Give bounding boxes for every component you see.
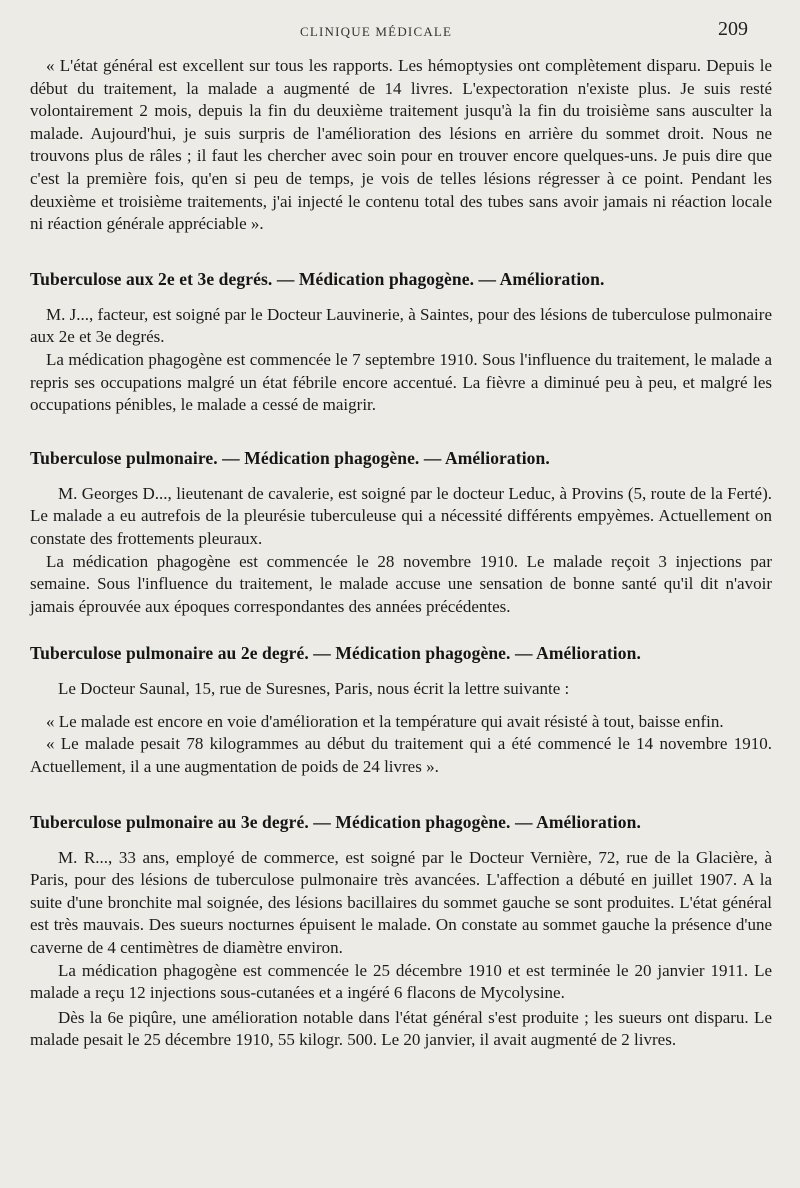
page-body	[30, 55, 772, 1052]
case-section-2	[30, 447, 772, 619]
intro-quote: « L'état général est excellent sur tous les rapports. Les hémoptysies ont complètement disparu. Depuis le début du traitement, la malade a augmenté de 14 livres. L'expectoration n'existe plus. Je suis resté volontairement 2 mois, depuis la fin du deuxième traitement jusqu'à la fin du troisième sans ausculter la malade. Aujourd'hui, je suis surpris de l'amélioration des lésions en arrière du sommet droit. Nous ne trouvons plus de râles ; il faut les chercher avec soin pour en trouver encore quelques-uns. Je puis dire que c'est la première fois, qu'en si peu de temps, je vois de telles lésions régresser à ce point. Pendant les deuxième et troisième traitements, j'ai injecté le contenu total des tubes sans avoir jamais ni réaction locale ni réaction générale appréciable ».	[30, 56, 772, 234]
running-title: CLINIQUE MÉDICALE	[300, 24, 453, 39]
page-number: 209	[718, 18, 748, 40]
section-paragraph: M. J..., facteur, est soigné par le Docteur Lauvinerie, à Saintes, pour des lésions de tuberculose pulmonaire aux 2e et 3e degrés.	[30, 304, 772, 347]
section-paragraph: La médication phagogène est commencée le 7 septembre 1910. Sous l'influence du traitement, le malade a repris ses occupations malgré un état fébrile encore accentué. La fièvre a diminué peu à peu, et malgré les occupations pénibles, le malade a cessé de maigrir.	[30, 349, 772, 415]
section-paragraph: Dès la 6e piqûre, une amélioration notable dans l'état général s'est produite ; les sueurs ont disparu. Le malade pesait le 25 décembre 1910, 55 kilogr. 500. Le 20 janvier, il avait augmenté de 2 livres.	[30, 1007, 772, 1050]
section-paragraph: M. R..., 33 ans, employé de commerce, est soigné par le Docteur Vernière, 72, rue de la Glacière, à Paris, pour des lésions de tuberculose pulmonaire très avancées. L'affection a débuté en juillet 1907. A la suite d'une bronchite mal soignée, des lésions bacillaires du sommet gauche se sont produites. L'état général est très mauvais. Des sueurs nocturnes épuisent le malade. On constate au sommet gauche la présence d'une caverne de 4 centimètres de diamètre environ.	[30, 847, 772, 958]
section-heading: Tuberculose pulmonaire. — Médication phagogène. — Amélioration.	[30, 447, 550, 468]
section-paragraph: M. Georges D..., lieutenant de cavalerie, est soigné par le docteur Leduc, à Provins (5, route de la Ferté). Le malade a eu autrefois de la pleurésie tuberculeuse qui a nécessité différents empyèmes. Actuellement on constate des frottements pleuraux.	[30, 483, 772, 548]
section-paragraph: « Le malade pesait 78 kilogrammes au début du traitement qui a été commencé le 14 novembre 1910. Actuellement, il a une augmentation de poids de 24 livres ».	[30, 734, 772, 777]
section-paragraph: La médication phagogène est commencée le 28 novembre 1910. Le malade reçoit 3 injections par semaine. Sous l'influence du traitement, le malade accuse une sensation de bonne santé qu'il dit n'avoir jamais éprouvée aux époques correspondantes des années précédentes.	[30, 551, 772, 616]
section-paragraph: La médication phagogène est commencée le 25 décembre 1910 et est terminée le 20 janvier 1911. Le malade a reçu 12 injections sous-cutanées et a ingéré 6 flacons de Mycolysine.	[30, 960, 772, 1003]
spacer	[30, 701, 772, 711]
page-header	[0, 20, 800, 44]
case-section-1	[30, 268, 772, 417]
case-section-3	[30, 642, 772, 778]
section-heading: Tuberculose aux 2e et 3e degrés. — Médication phagogène. — Amélioration.	[30, 268, 605, 289]
case-section-4	[30, 811, 772, 1052]
section-paragraph: « Le malade est encore en voie d'amélioration et la température qui avait résisté à tout, baisse enfin.	[46, 711, 724, 731]
section-heading: Tuberculose pulmonaire au 3e degré. — Médication phagogène. — Amélioration.	[30, 811, 641, 832]
section-paragraph: Le Docteur Saunal, 15, rue de Suresnes, Paris, nous écrit la lettre suivante :	[58, 679, 570, 699]
section-heading: Tuberculose pulmonaire au 2e degré. — Médication phagogène. — Amélioration.	[30, 643, 641, 664]
